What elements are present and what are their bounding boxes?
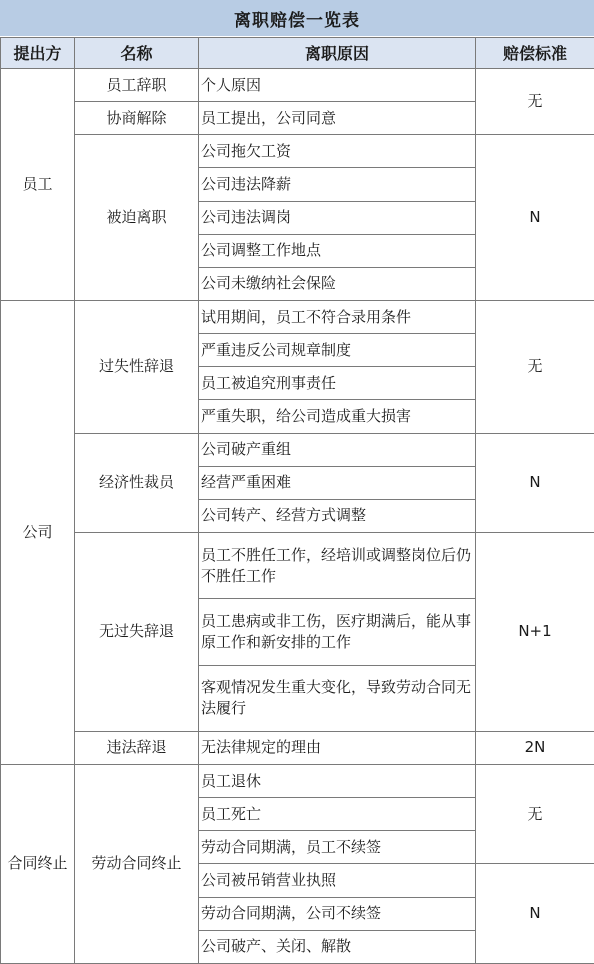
reason-cell: 公司违法调岗 <box>199 201 476 234</box>
reason-cell: 公司破产重组 <box>199 433 476 466</box>
table-row <box>1 69 594 102</box>
reason-cell: 公司调整工作地点 <box>199 234 476 267</box>
reason-cell: 公司未缴纳社会保险 <box>199 267 476 300</box>
header-reason: 离职原因 <box>199 38 476 69</box>
reason-cell: 劳动合同期满，员工不续签 <box>199 831 476 864</box>
table-row <box>1 300 594 333</box>
reason-cell: 员工不胜任工作，经培训或调整岗位后仍不胜任工作 <box>199 532 476 598</box>
standard-cell: N <box>476 433 594 532</box>
standard-cell: N+1 <box>476 532 594 731</box>
standard-cell: N <box>476 864 594 964</box>
proposer-cell: 公司 <box>1 300 75 764</box>
category-cell: 劳动合同终止 <box>75 764 199 963</box>
reason-cell: 严重失职，给公司造成重大损害 <box>199 400 476 433</box>
reason-cell: 员工患病或非工伤，医疗期满后，能从事原工作和新安排的工作 <box>199 599 476 665</box>
header-proposer: 提出方 <box>1 38 75 69</box>
category-cell: 过失性辞退 <box>75 300 199 433</box>
reason-cell: 客观情况发生重大变化，导致劳动合同无法履行 <box>199 665 476 731</box>
reason-cell: 员工被追究刑事责任 <box>199 367 476 400</box>
reason-cell: 公司拖欠工资 <box>199 135 476 168</box>
category-cell: 违法辞退 <box>75 731 199 764</box>
reason-cell: 公司转产、经营方式调整 <box>199 499 476 532</box>
proposer-cell: 合同终止 <box>1 764 75 963</box>
category-cell: 协商解除 <box>75 102 199 135</box>
table-row <box>1 135 594 168</box>
reason-cell: 无法律规定的理由 <box>199 731 476 764</box>
reason-cell: 员工死亡 <box>199 798 476 831</box>
reason-cell: 经营严重困难 <box>199 466 476 499</box>
header-standard: 赔偿标准 <box>476 38 594 69</box>
standard-cell: N <box>476 135 594 301</box>
reason-cell: 公司破产、关闭、解散 <box>199 930 476 963</box>
table-title: 离职赔偿一览表 <box>0 0 594 38</box>
proposer-cell: 员工 <box>1 69 75 301</box>
compensation-table <box>0 37 594 964</box>
table-row <box>1 731 594 764</box>
reason-cell: 公司违法降薪 <box>199 168 476 201</box>
reason-cell: 个人原因 <box>199 69 476 102</box>
standard-cell: 无 <box>476 764 594 863</box>
category-cell: 无过失辞退 <box>75 532 199 731</box>
header-row <box>1 38 594 69</box>
header-name: 名称 <box>75 38 199 69</box>
reason-cell: 试用期间，员工不符合录用条件 <box>199 300 476 333</box>
category-cell: 经济性裁员 <box>75 433 199 532</box>
table-row <box>1 433 594 466</box>
standard-cell: 无 <box>476 69 594 135</box>
reason-cell: 员工退休 <box>199 764 476 797</box>
reason-cell: 劳动合同期满，公司不续签 <box>199 897 476 930</box>
standard-cell: 无 <box>476 300 594 433</box>
category-cell: 被迫离职 <box>75 135 199 301</box>
reason-cell: 员工提出，公司同意 <box>199 102 476 135</box>
table-row <box>1 532 594 598</box>
category-cell: 员工辞职 <box>75 69 199 102</box>
reason-cell: 严重违反公司规章制度 <box>199 334 476 367</box>
reason-cell: 公司被吊销营业执照 <box>199 864 476 897</box>
table-row <box>1 764 594 797</box>
standard-cell: 2N <box>476 731 594 764</box>
